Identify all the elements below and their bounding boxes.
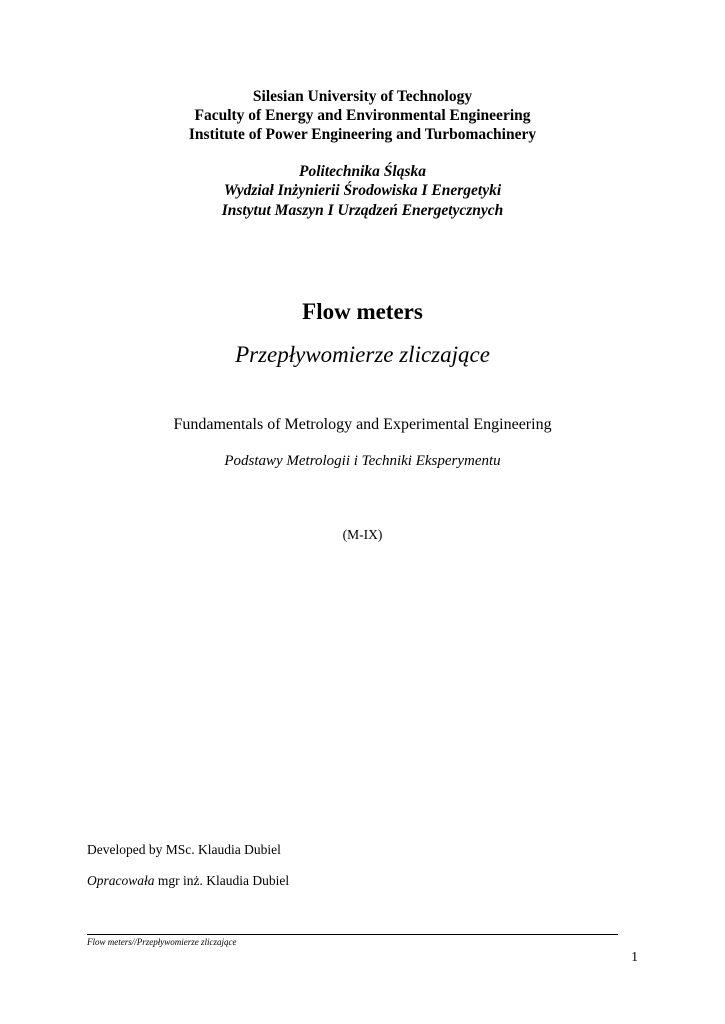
document-title: Flow meters [302, 299, 423, 324]
author-credit-pl-prefix: Opracowała [87, 873, 155, 888]
course-name-en: Fundamentals of Metrology and Experimental Engineering [173, 416, 552, 433]
faculty-name-pl: Wydział Inżynierii Środowiska I Energetyki [223, 182, 502, 199]
author-credit-pl [87, 874, 289, 888]
author-credit-en: Developed by MSc. Klaudia Dubiel [87, 842, 281, 857]
university-name-en: Silesian University of Technology [252, 88, 473, 105]
author-credit-pl-name: mgr inż. Klaudia Dubiel [154, 873, 290, 888]
footer-divider [87, 934, 618, 935]
course-name-pl: Podstawy Metrologii i Techniki Eksperymentu [224, 453, 501, 469]
institute-name-en: Institute of Power Engineering and Turbomachinery [188, 126, 537, 143]
footer-running-title: Flow meters//Przepływomierze zliczające [87, 937, 237, 947]
faculty-name-en: Faculty of Energy and Environmental Engineering [194, 107, 531, 124]
institute-name-pl: Instytut Maszyn I Urządzeń Energetycznych [221, 202, 504, 219]
document-subtitle: Przepływomierze zliczające [235, 342, 490, 367]
page-number: 1 [631, 949, 638, 964]
university-name-pl: Politechnika Śląska [298, 163, 427, 180]
course-code: (M-IX) [342, 527, 383, 542]
